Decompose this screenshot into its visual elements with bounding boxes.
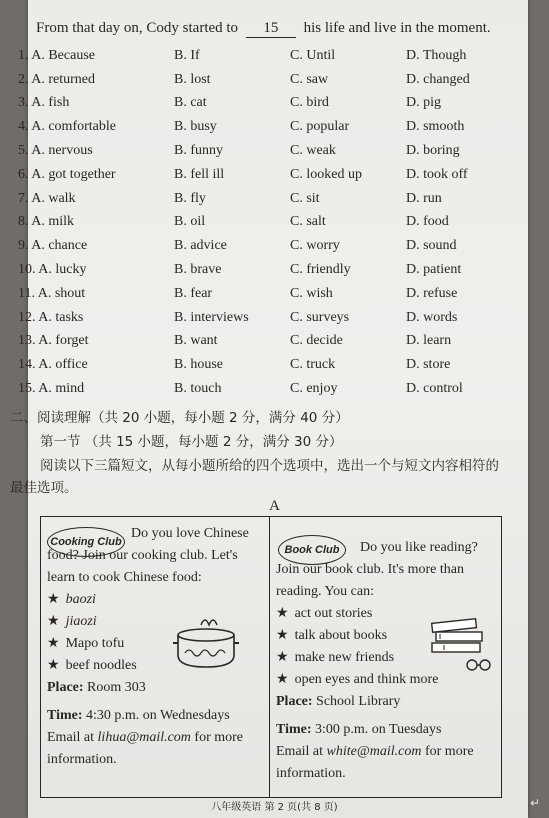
- lead-text-after: his life and live in the moment.: [303, 20, 491, 36]
- option-c: C. enjoy: [290, 381, 338, 397]
- option-b: B. fly: [174, 190, 206, 206]
- option-d: D. learn: [406, 333, 452, 349]
- option-b: B. funny: [174, 143, 223, 159]
- question-row: [18, 68, 518, 92]
- option-d: D. took off: [406, 166, 468, 182]
- page-footer: 八年级英语 第 2 页(共 8 页): [211, 802, 338, 813]
- option-c: C. decide: [290, 333, 343, 349]
- line-break-mark: ↵: [530, 796, 541, 810]
- list-item-text: make new friends: [294, 650, 395, 665]
- option-a: 12. A. tasks: [18, 309, 84, 325]
- place-label: Place:: [276, 694, 313, 709]
- option-c: C. salt: [290, 214, 326, 230]
- option-d: D. smooth: [406, 119, 465, 135]
- email-prefix: Email at: [276, 744, 324, 759]
- option-a: 15. A. mind: [18, 381, 85, 397]
- option-d: D. pig: [406, 95, 441, 111]
- question-row: [18, 139, 518, 163]
- list-item-text: Mapo tofu: [65, 636, 125, 651]
- cooking-club-ad: [41, 517, 270, 797]
- option-c: C. sit: [290, 190, 320, 206]
- option-d: D. refuse: [406, 285, 458, 301]
- option-d: D. store: [406, 357, 451, 373]
- option-d: D. changed: [406, 71, 470, 87]
- option-d: D. Though: [406, 47, 467, 63]
- option-b: B. interviews: [174, 309, 249, 325]
- option-d: D. control: [406, 381, 463, 397]
- option-a: 7. A. walk: [18, 190, 76, 206]
- star-icon: ★: [47, 658, 60, 673]
- cooking-club-place: [47, 677, 265, 699]
- option-b: B. lost: [174, 71, 211, 87]
- option-a: 3. A. fish: [18, 95, 70, 111]
- option-a: 1. A. Because: [18, 47, 95, 63]
- option-b: B. oil: [174, 214, 206, 230]
- option-a: 14. A. office: [18, 357, 88, 373]
- question-row: [18, 44, 518, 68]
- time-label: Time:: [276, 722, 312, 737]
- question-row: [18, 163, 518, 187]
- option-c: C. looked up: [290, 166, 362, 182]
- option-a: 10. A. lucky: [18, 262, 87, 278]
- question-row: [18, 258, 518, 282]
- cooking-club-badge: Cooking Club: [47, 527, 125, 557]
- question-row: [18, 234, 518, 258]
- list-item-text: act out stories: [294, 606, 373, 621]
- cooking-club-email: [47, 727, 265, 771]
- question-row: [18, 115, 518, 139]
- question-row: [18, 377, 518, 401]
- star-icon: ★: [276, 606, 289, 621]
- option-d: D. sound: [406, 238, 457, 254]
- lead-text-before: From that day on, Cody started to: [36, 20, 239, 36]
- question-row: [18, 282, 518, 306]
- option-c: C. popular: [290, 119, 350, 135]
- star-icon: ★: [47, 614, 60, 629]
- question-row: [18, 92, 518, 116]
- option-a: 8. A. milk: [18, 214, 75, 230]
- email-prefix: Email at: [47, 730, 95, 745]
- option-b: B. brave: [174, 262, 222, 278]
- book-club-badge: Book Club: [278, 535, 346, 565]
- option-b: B. advice: [174, 238, 227, 254]
- option-a: 9. A. chance: [18, 238, 88, 254]
- option-c: C. Until: [290, 47, 336, 63]
- time-value: 3:00 p.m. on Tuesdays: [315, 722, 442, 737]
- option-c: C. saw: [290, 71, 329, 87]
- option-c: C. wish: [290, 285, 333, 301]
- list-item-text: jiaozi: [65, 614, 97, 629]
- star-icon: ★: [47, 636, 60, 651]
- list-item-text: open eyes and think more: [294, 672, 439, 687]
- place-value: School Library: [316, 694, 401, 709]
- option-d: D. patient: [406, 262, 462, 278]
- option-d: D. boring: [406, 143, 460, 159]
- option-c: C. truck: [290, 357, 336, 373]
- email-suffix: for more information.: [276, 744, 474, 781]
- option-d: D. food: [406, 214, 449, 230]
- star-icon: ★: [276, 672, 289, 687]
- list-item-text: baozi: [65, 592, 96, 607]
- section-title: 二、阅读理解（共 20 小题，每小题 2 分，满分 40 分）: [10, 410, 349, 426]
- option-b: B. cat: [174, 95, 207, 111]
- option-d: D. run: [406, 190, 442, 206]
- question-row: [18, 211, 518, 235]
- email-suffix: for more information.: [47, 730, 244, 767]
- list-item-text: beef noodles: [65, 658, 137, 673]
- place-value: Room 303: [87, 680, 146, 695]
- option-c: C. surveys: [290, 309, 350, 325]
- instruction-text: 阅读以下三篇短文，从每小题所给的四个选项中，选出一个与短文内容相符的最佳选项。: [10, 458, 499, 496]
- option-b: B. fear: [174, 285, 213, 301]
- question-row: [18, 353, 518, 377]
- option-a: 11. A. shout: [18, 285, 86, 301]
- option-a: 13. A. forget: [18, 333, 89, 349]
- list-item-text: talk about books: [294, 628, 388, 643]
- club-ads-box: [40, 516, 502, 798]
- option-a: 2. A. returned: [18, 71, 95, 87]
- book-club-email: [276, 741, 497, 785]
- passage-label: A: [269, 498, 280, 514]
- time-label: Time:: [47, 708, 83, 723]
- place-label: Place:: [47, 680, 84, 695]
- option-a: 4. A. comfortable: [18, 119, 116, 135]
- part-title: 第一节 （共 15 小题，每小题 2 分，满分 30 分）: [40, 434, 343, 450]
- option-b: B. want: [174, 333, 218, 349]
- option-c: C. weak: [290, 143, 336, 159]
- time-value: 4:30 p.m. on Wednesdays: [86, 708, 230, 723]
- cooking-club-intro: Do you love Chinese food? Join our cooking club. Let's learn to cook Chinese food:: [47, 526, 249, 585]
- option-a: 5. A. nervous: [18, 143, 93, 159]
- option-b: B. touch: [174, 381, 222, 397]
- blank-15: 15: [246, 20, 296, 38]
- option-c: C. bird: [290, 95, 329, 111]
- star-icon: ★: [276, 650, 289, 665]
- question-row: [18, 187, 518, 211]
- question-row: [18, 330, 518, 354]
- cloze-options: [18, 44, 518, 401]
- star-icon: ★: [276, 628, 289, 643]
- cooking-club-time: [47, 699, 265, 727]
- option-d: D. words: [406, 309, 458, 325]
- option-a: 6. A. got together: [18, 166, 116, 182]
- email-address[interactable]: white@mail.com: [326, 744, 422, 759]
- option-b: B. If: [174, 47, 200, 63]
- book-club-ad: [270, 517, 501, 797]
- option-b: B. fell ill: [174, 166, 225, 182]
- books-icon: [428, 617, 494, 675]
- cooking-pot-icon: [171, 613, 241, 675]
- book-club-intro: Do you like reading? Join our book club. It's more than reading. You can:: [276, 540, 478, 599]
- list-item: [47, 589, 265, 611]
- book-club-place: [276, 691, 497, 713]
- question-row: [18, 306, 518, 330]
- book-club-time: [276, 713, 497, 741]
- option-b: B. house: [174, 357, 223, 373]
- cloze-last-sentence: [36, 20, 491, 38]
- star-icon: ★: [47, 592, 60, 607]
- option-c: C. worry: [290, 238, 340, 254]
- option-b: B. busy: [174, 119, 217, 135]
- email-address[interactable]: lihua@mail.com: [97, 730, 191, 745]
- option-c: C. friendly: [290, 262, 351, 278]
